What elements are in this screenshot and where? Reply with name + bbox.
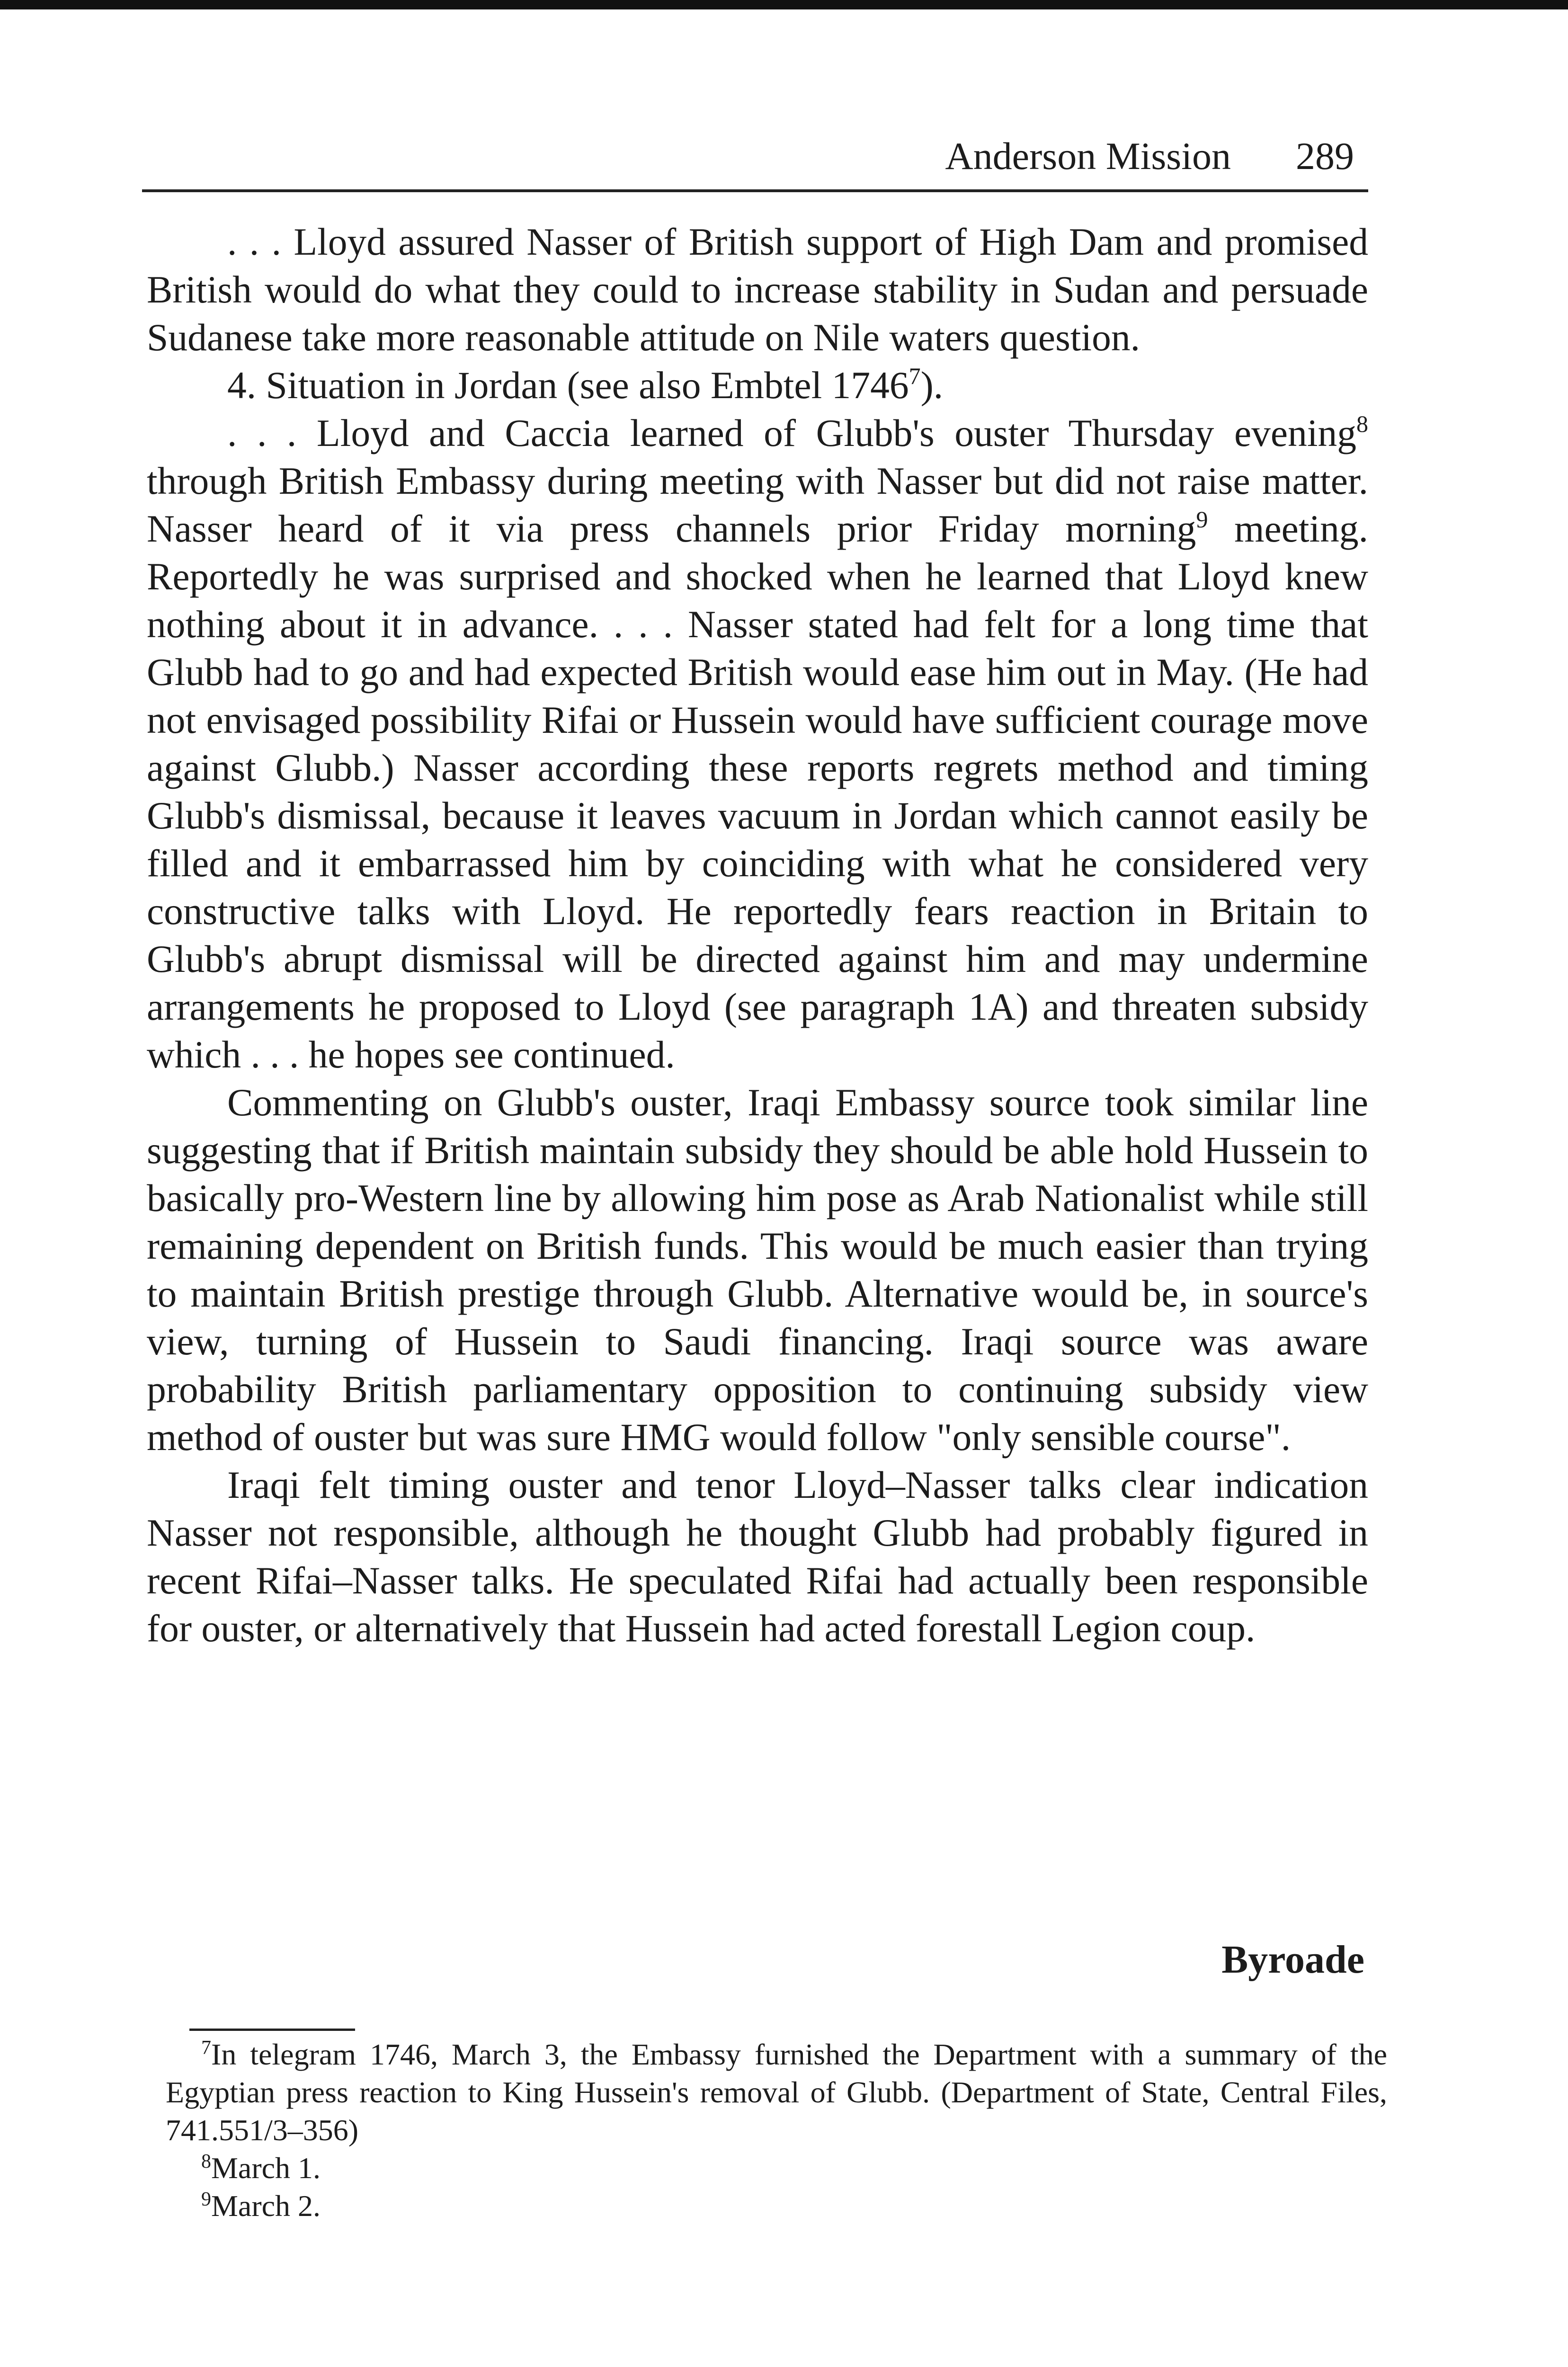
ouster-text-part-3: meeting. Reportedly he was surprised and shocked when he learned that Lloyd knew nothing about it in advance. . . . Nasser stated had felt for a long time that Glubb had to go and had expected British would ease him out in May. (He had not envisaged possibility Rifai or Hussein would have sufficient courage move against Glubb.) Nasser according these reports regrets method and timing Glubb's dismissal, because it leaves vacuum in Jordan which cannot easily be filled and it embarrassed him by coinciding with what he considered very constructive talks with Lloyd. He reportedly fears reaction in Britain to Glubb's abrupt dismissal will be directed against him and may undermine arrangements he proposed to Lloyd (see paragraph 1A) and threaten subsidy which . . . he hopes see continued. <box>147 507 1368 1076</box>
footnote-ref-8: 8 <box>1356 410 1368 437</box>
signature: Byroade <box>1221 1938 1364 1982</box>
jordan-heading-close: ). <box>920 364 944 407</box>
page-number: 289 <box>1296 134 1354 178</box>
footnote-mark-8: 8 <box>201 2151 211 2172</box>
paragraph-glubb-ouster <box>147 409 1368 1078</box>
body-text <box>147 218 1368 1652</box>
paragraph-nile-waters: . . . Lloyd assured Nasser of British support of High Dam and promised British would do what they could to increase stability in Sudan and persuade Sudanese take more reasonable attitude on Nile waters question. <box>147 220 1368 359</box>
footnote-9 <box>166 2187 1387 2225</box>
footnote-ref-9: 9 <box>1196 506 1208 533</box>
footnote-9-text: March 2. <box>211 2189 321 2223</box>
paragraph-jordan-heading <box>147 361 1368 409</box>
page-top-edge <box>0 0 1568 9</box>
footnote-rule <box>189 2029 355 2031</box>
footnote-mark-9: 9 <box>201 2189 211 2210</box>
ouster-text-part-1: . . . Lloyd and Caccia learned of Glubb's ouster Thursday evening <box>227 411 1356 454</box>
ouster-text-part-2: through British Embassy during meeting with Nasser but did not raise matter. Nasser heard of it via press channels prior Friday morning <box>147 459 1368 550</box>
paragraph-iraqi-timing: Iraqi felt timing ouster and tenor Lloyd–Nasser talks clear indication Nasser not responsible, although he thought Glubb had probably figured in recent Rifai–Nasser talks. He speculated Rifai had actually been responsible for ouster, or alternatively that Hussein had acted forestall Legion coup. <box>147 1463 1368 1650</box>
running-head-title: Anderson Mission <box>945 134 1231 178</box>
footnote-8 <box>166 2149 1387 2187</box>
footnotes <box>166 2036 1387 2225</box>
footnote-ref-7: 7 <box>909 363 921 389</box>
footnote-mark-7: 7 <box>201 2037 211 2059</box>
jordan-heading-text: 4. Situation in Jordan (see also Embtel 1746 <box>227 364 909 407</box>
running-head <box>142 123 1368 192</box>
paragraph-iraqi-embassy: Commenting on Glubb's ouster, Iraqi Embassy source took similar line suggesting that if British maintain subsidy they should be able hold Hussein to basically pro-Western line by allowing him pose as Arab Nationalist while still remaining dependent on British funds. This would be much easier than trying to maintain British prestige through Glubb. Alternative would be, in source's view, turning of Hussein to Saudi financing. Iraqi source was aware probability British parliamentary opposition to continuing subsidy view method of ouster but was sure HMG would follow "only sensible course". <box>147 1081 1368 1459</box>
footnote-7-text: In telegram 1746, March 3, the Embassy furnished the Department with a summary of the Egyptian press reaction to King Hussein's removal of Glubb. (Department of State, Central Files, 741.551/3–356) <box>166 2038 1387 2147</box>
footnote-7 <box>166 2036 1387 2149</box>
footnote-8-text: March 1. <box>211 2151 321 2185</box>
